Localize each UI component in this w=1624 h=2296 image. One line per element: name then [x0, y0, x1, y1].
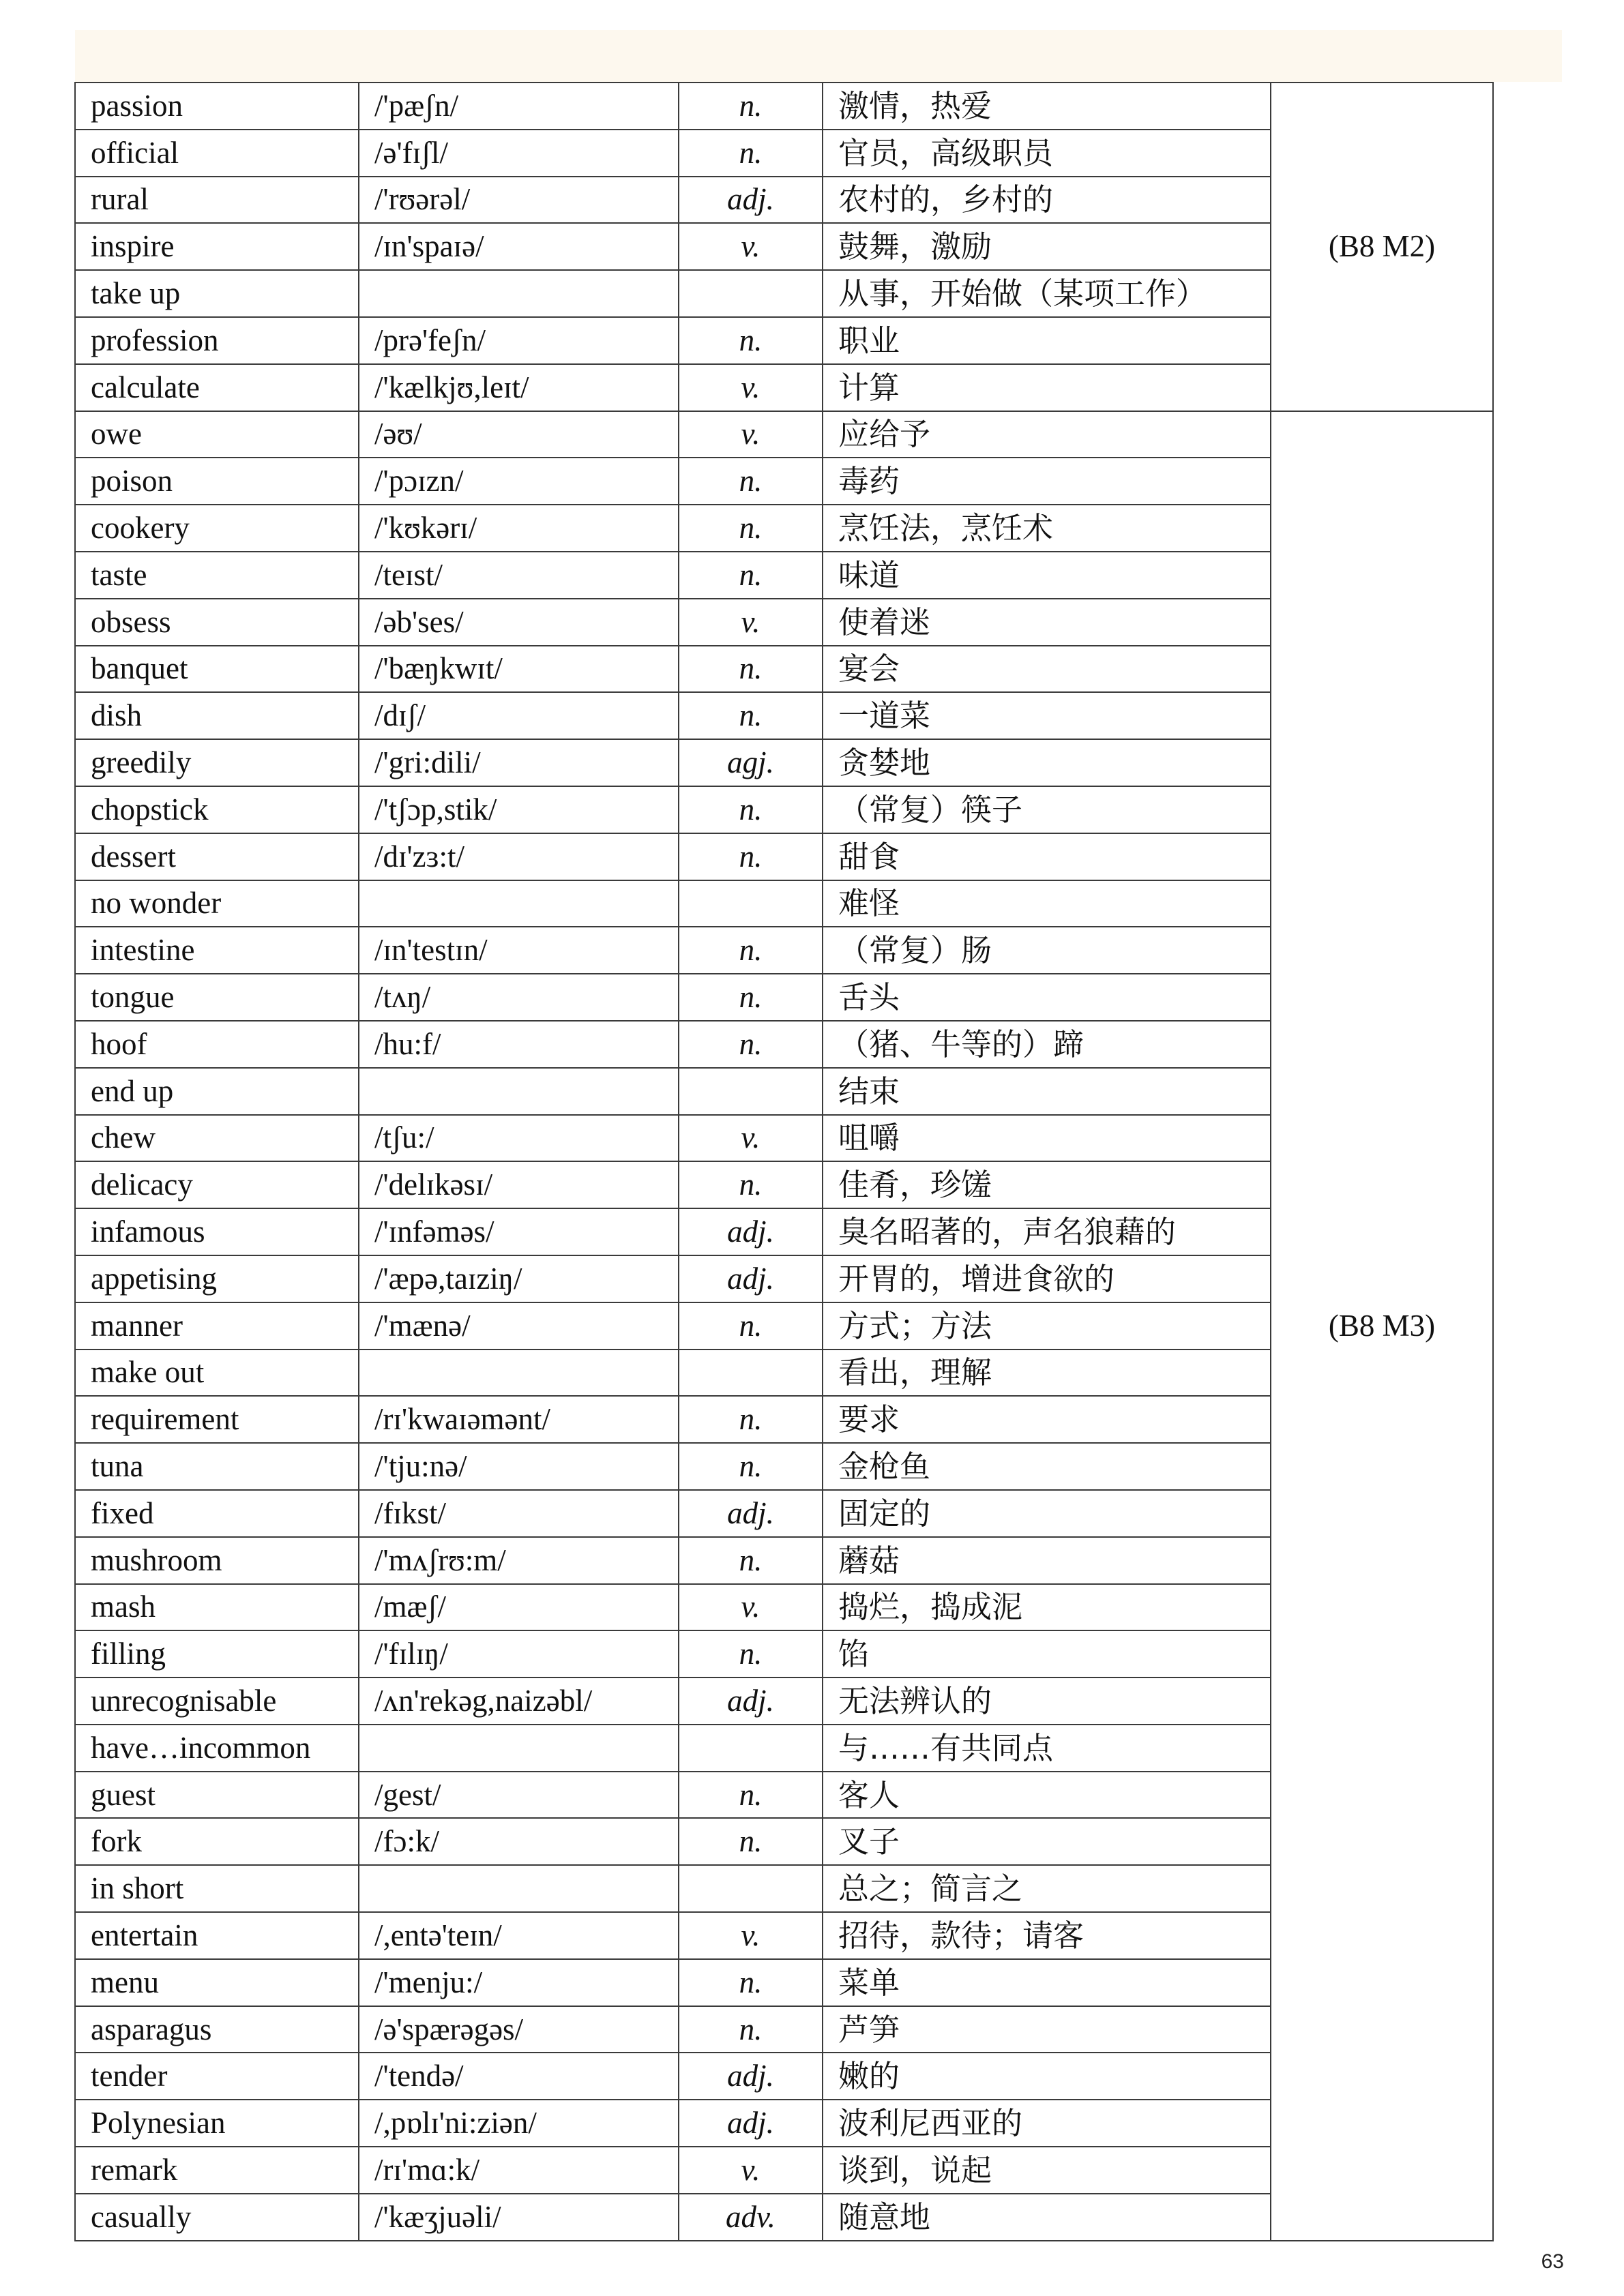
meaning-cell: 金枪鱼	[823, 1443, 1271, 1490]
word-cell: unrecognisable	[75, 1678, 359, 1725]
word-cell: hoof	[75, 1021, 359, 1068]
part-of-speech-cell: v.	[679, 599, 823, 646]
meaning-cell: 应给予	[823, 411, 1271, 458]
word-cell: appetising	[75, 1255, 359, 1302]
part-of-speech-cell: n.	[679, 1302, 823, 1350]
part-of-speech-cell: n.	[679, 130, 823, 177]
word-cell: greedily	[75, 739, 359, 786]
meaning-cell: 贪婪地	[823, 739, 1271, 786]
phonetic-cell: /fɔ:k/	[359, 1818, 679, 1865]
word-cell: calculate	[75, 364, 359, 411]
phonetic-cell: /ə'spærəgəs/	[359, 2006, 679, 2053]
part-of-speech-cell: n.	[679, 1537, 823, 1584]
meaning-cell: 农村的，乡村的	[823, 177, 1271, 224]
part-of-speech-cell: n.	[679, 1772, 823, 1819]
meaning-cell: 谈到，说起	[823, 2147, 1271, 2194]
word-cell: take up	[75, 270, 359, 317]
meaning-cell: （常复）肠	[823, 927, 1271, 974]
meaning-cell: 官员，高级职员	[823, 130, 1271, 177]
phonetic-cell: /rɪ'mɑ:k/	[359, 2147, 679, 2194]
phonetic-cell	[359, 1865, 679, 1912]
meaning-cell: 客人	[823, 1772, 1271, 1819]
phonetic-cell: /'æpə,taɪziŋ/	[359, 1255, 679, 1302]
part-of-speech-cell: v.	[679, 223, 823, 270]
part-of-speech-cell: n.	[679, 1630, 823, 1678]
vocabulary-table	[74, 82, 1494, 2241]
meaning-cell: 难怪	[823, 880, 1271, 927]
meaning-cell: 开胃的，增进食欲的	[823, 1255, 1271, 1302]
phonetic-cell: /tʌŋ/	[359, 974, 679, 1021]
part-of-speech-cell: v.	[679, 411, 823, 458]
phonetic-cell: /'pæʃn/	[359, 83, 679, 130]
meaning-cell: 无法辨认的	[823, 1678, 1271, 1725]
unit-label-cell: (B8 M2)	[1271, 83, 1493, 411]
phonetic-cell	[359, 880, 679, 927]
phonetic-cell: /,entə'teɪn/	[359, 1912, 679, 1959]
word-cell: make out	[75, 1350, 359, 1397]
phonetic-cell: /'gri:dili/	[359, 739, 679, 786]
part-of-speech-cell	[679, 1350, 823, 1397]
word-cell: no wonder	[75, 880, 359, 927]
word-cell: chopstick	[75, 786, 359, 833]
meaning-cell: 一道菜	[823, 692, 1271, 739]
meaning-cell: 咀嚼	[823, 1115, 1271, 1162]
word-cell: banquet	[75, 646, 359, 693]
phonetic-cell	[359, 1068, 679, 1115]
phonetic-cell: /'tʃɔp,stik/	[359, 786, 679, 833]
phonetic-cell: /,pɒlɪ'ni:ziən/	[359, 2100, 679, 2147]
meaning-cell: 方式；方法	[823, 1302, 1271, 1350]
phonetic-cell	[359, 1725, 679, 1772]
phonetic-cell: /ə'fɪʃl/	[359, 130, 679, 177]
word-cell: end up	[75, 1068, 359, 1115]
phonetic-cell: /'kælkjʊ,leɪt/	[359, 364, 679, 411]
word-cell: entertain	[75, 1912, 359, 1959]
meaning-cell: 芦笋	[823, 2006, 1271, 2053]
part-of-speech-cell: n.	[679, 2006, 823, 2053]
part-of-speech-cell: n.	[679, 83, 823, 130]
phonetic-cell: /'kʊkərɪ/	[359, 505, 679, 552]
unit-label-cell: (B8 M3)	[1271, 411, 1493, 2241]
meaning-cell: 总之；简言之	[823, 1865, 1271, 1912]
part-of-speech-cell: adj.	[679, 1490, 823, 1537]
part-of-speech-cell: n.	[679, 927, 823, 974]
phonetic-cell: /'kæʒjuəli/	[359, 2194, 679, 2241]
table-row	[75, 83, 1493, 130]
word-cell: rural	[75, 177, 359, 224]
meaning-cell: 甜食	[823, 833, 1271, 880]
word-cell: remark	[75, 2147, 359, 2194]
part-of-speech-cell	[679, 270, 823, 317]
phonetic-cell: /'tendə/	[359, 2053, 679, 2100]
phonetic-cell: /prə'feʃn/	[359, 317, 679, 364]
part-of-speech-cell: v.	[679, 2147, 823, 2194]
vocabulary-table-body	[75, 83, 1493, 2241]
part-of-speech-cell: v.	[679, 1584, 823, 1631]
page-number: 63	[1541, 2250, 1564, 2273]
phonetic-cell: /'pɔɪzn/	[359, 458, 679, 505]
word-cell: filling	[75, 1630, 359, 1678]
part-of-speech-cell: agj.	[679, 739, 823, 786]
meaning-cell: 捣烂，捣成泥	[823, 1584, 1271, 1631]
meaning-cell: 计算	[823, 364, 1271, 411]
meaning-cell: 从事，开始做（某项工作）	[823, 270, 1271, 317]
header-band	[75, 30, 1562, 82]
meaning-cell: 看出，理解	[823, 1350, 1271, 1397]
phonetic-cell: /əʊ/	[359, 411, 679, 458]
word-cell: in short	[75, 1865, 359, 1912]
word-cell: mash	[75, 1584, 359, 1631]
part-of-speech-cell: adj.	[679, 2053, 823, 2100]
word-cell: tender	[75, 2053, 359, 2100]
word-cell: requirement	[75, 1396, 359, 1443]
word-cell: poison	[75, 458, 359, 505]
word-cell: menu	[75, 1959, 359, 2006]
phonetic-cell	[359, 1350, 679, 1397]
meaning-cell: 毒药	[823, 458, 1271, 505]
part-of-speech-cell: adv.	[679, 2194, 823, 2241]
meaning-cell: 激情，热爱	[823, 83, 1271, 130]
part-of-speech-cell	[679, 1865, 823, 1912]
word-cell: guest	[75, 1772, 359, 1819]
phonetic-cell: /ʌn'rekəg,naizəbl/	[359, 1678, 679, 1725]
meaning-cell: （猪、牛等的）蹄	[823, 1021, 1271, 1068]
part-of-speech-cell: n.	[679, 1818, 823, 1865]
part-of-speech-cell: adj.	[679, 2100, 823, 2147]
word-cell: obsess	[75, 599, 359, 646]
part-of-speech-cell: v.	[679, 1115, 823, 1162]
meaning-cell: 臭名昭著的，声名狼藉的	[823, 1208, 1271, 1255]
phonetic-cell: /tʃu:/	[359, 1115, 679, 1162]
phonetic-cell: /'mænə/	[359, 1302, 679, 1350]
word-cell: intestine	[75, 927, 359, 974]
phonetic-cell: /rɪ'kwaɪəmənt/	[359, 1396, 679, 1443]
part-of-speech-cell: n.	[679, 317, 823, 364]
meaning-cell: 佳肴，珍馐	[823, 1161, 1271, 1208]
word-cell: Polynesian	[75, 2100, 359, 2147]
meaning-cell: 随意地	[823, 2194, 1271, 2241]
part-of-speech-cell: v.	[679, 1912, 823, 1959]
word-cell: asparagus	[75, 2006, 359, 2053]
meaning-cell: 结束	[823, 1068, 1271, 1115]
meaning-cell: 菜单	[823, 1959, 1271, 2006]
part-of-speech-cell: adj.	[679, 177, 823, 224]
meaning-cell: 嫩的	[823, 2053, 1271, 2100]
phonetic-cell: /ɪn'testɪn/	[359, 927, 679, 974]
phonetic-cell: /'tju:nə/	[359, 1443, 679, 1490]
part-of-speech-cell: n.	[679, 974, 823, 1021]
part-of-speech-cell: n.	[679, 1443, 823, 1490]
meaning-cell: 舌头	[823, 974, 1271, 1021]
meaning-cell: 鼓舞，激励	[823, 223, 1271, 270]
phonetic-cell: /'delɪkəsɪ/	[359, 1161, 679, 1208]
part-of-speech-cell: n.	[679, 1161, 823, 1208]
table-row	[75, 411, 1493, 458]
word-cell: taste	[75, 552, 359, 599]
part-of-speech-cell: adj.	[679, 1678, 823, 1725]
word-cell: tuna	[75, 1443, 359, 1490]
word-cell: mushroom	[75, 1537, 359, 1584]
meaning-cell: 味道	[823, 552, 1271, 599]
part-of-speech-cell: n.	[679, 1396, 823, 1443]
word-cell: delicacy	[75, 1161, 359, 1208]
part-of-speech-cell: n.	[679, 1959, 823, 2006]
part-of-speech-cell: v.	[679, 364, 823, 411]
phonetic-cell: /əb'ses/	[359, 599, 679, 646]
part-of-speech-cell: n.	[679, 786, 823, 833]
phonetic-cell: /'bæŋkwɪt/	[359, 646, 679, 693]
phonetic-cell: /'mʌʃrʊ:m/	[359, 1537, 679, 1584]
word-cell: casually	[75, 2194, 359, 2241]
meaning-cell: 宴会	[823, 646, 1271, 693]
part-of-speech-cell: n.	[679, 552, 823, 599]
phonetic-cell: /teɪst/	[359, 552, 679, 599]
phonetic-cell: /ɪn'spaɪə/	[359, 223, 679, 270]
part-of-speech-cell	[679, 1725, 823, 1772]
word-cell: manner	[75, 1302, 359, 1350]
phonetic-cell: /'menju:/	[359, 1959, 679, 2006]
meaning-cell: （常复）筷子	[823, 786, 1271, 833]
meaning-cell: 叉子	[823, 1818, 1271, 1865]
meaning-cell: 固定的	[823, 1490, 1271, 1537]
phonetic-cell: /'ɪnfəməs/	[359, 1208, 679, 1255]
word-cell: inspire	[75, 223, 359, 270]
phonetic-cell: /'fɪlɪŋ/	[359, 1630, 679, 1678]
part-of-speech-cell	[679, 880, 823, 927]
word-cell: tongue	[75, 974, 359, 1021]
part-of-speech-cell: n.	[679, 692, 823, 739]
word-cell: infamous	[75, 1208, 359, 1255]
meaning-cell: 烹饪法，烹饪术	[823, 505, 1271, 552]
word-cell: owe	[75, 411, 359, 458]
meaning-cell: 职业	[823, 317, 1271, 364]
meaning-cell: 馅	[823, 1630, 1271, 1678]
meaning-cell: 蘑菇	[823, 1537, 1271, 1584]
phonetic-cell: /'rʊərəl/	[359, 177, 679, 224]
phonetic-cell: /mæʃ/	[359, 1584, 679, 1631]
part-of-speech-cell: n.	[679, 1021, 823, 1068]
meaning-cell: 招待，款待；请客	[823, 1912, 1271, 1959]
part-of-speech-cell: n.	[679, 505, 823, 552]
part-of-speech-cell: n.	[679, 646, 823, 693]
word-cell: fork	[75, 1818, 359, 1865]
meaning-cell: 使着迷	[823, 599, 1271, 646]
phonetic-cell: /gest/	[359, 1772, 679, 1819]
part-of-speech-cell	[679, 1068, 823, 1115]
meaning-cell: 波利尼西亚的	[823, 2100, 1271, 2147]
word-cell: fixed	[75, 1490, 359, 1537]
part-of-speech-cell: adj.	[679, 1208, 823, 1255]
part-of-speech-cell: n.	[679, 458, 823, 505]
meaning-cell: 要求	[823, 1396, 1271, 1443]
part-of-speech-cell: adj.	[679, 1255, 823, 1302]
phonetic-cell: /fɪkst/	[359, 1490, 679, 1537]
phonetic-cell: /hu:f/	[359, 1021, 679, 1068]
word-cell: cookery	[75, 505, 359, 552]
phonetic-cell: /dɪʃ/	[359, 692, 679, 739]
word-cell: dessert	[75, 833, 359, 880]
meaning-cell: 与……有共同点	[823, 1725, 1271, 1772]
word-cell: have…incommon	[75, 1725, 359, 1772]
part-of-speech-cell: n.	[679, 833, 823, 880]
word-cell: chew	[75, 1115, 359, 1162]
word-cell: passion	[75, 83, 359, 130]
phonetic-cell	[359, 270, 679, 317]
phonetic-cell: /dɪ'zɜ:t/	[359, 833, 679, 880]
word-cell: profession	[75, 317, 359, 364]
word-cell: dish	[75, 692, 359, 739]
word-cell: official	[75, 130, 359, 177]
